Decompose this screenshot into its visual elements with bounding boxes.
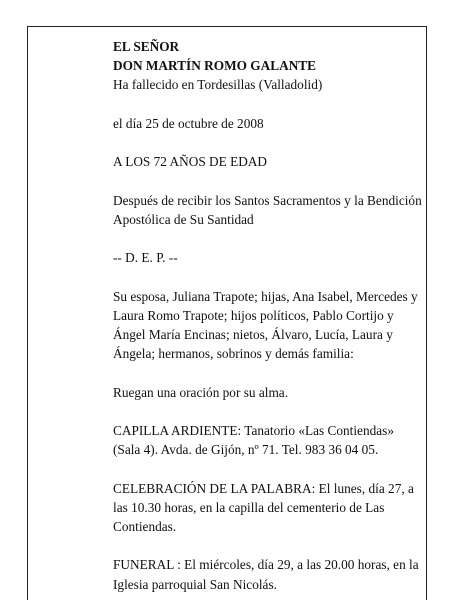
chapel-paragraph: CAPILLA ARDIENTE: Tanatorio «Las Contiendas» (Sala 4). Avda. de Gijón, nº 71. Tel. 983 36 04 05. — [113, 422, 394, 458]
funeral-paragraph: FUNERAL : El miércoles, día 29, a las 20.00 horas, en la Iglesia parroquial San Nicolás. — [113, 557, 419, 592]
prayer-request: Ruegan una oración por su alma. — [113, 384, 289, 400]
place-of-death: Ha fallecido en Tordesillas (Valladolid) — [113, 77, 323, 93]
date-of-death: el día 25 de octubre de 2008 — [113, 115, 264, 131]
age-at-death: A LOS 72 AÑOS DE EDAD — [113, 154, 268, 170]
deceased-name: DON MARTÍN ROMO GALANTE — [113, 58, 317, 74]
obituary-text — [113, 37, 423, 613]
rip-line: -- D. E. P. -- — [113, 250, 178, 266]
family-paragraph: Su esposa, Juliana Trapote; hijas, Ana Isabel, Mercedes y Laura Romo Trapote; hijos políticos, Pablo Cortijo y Ángel María Encinas; nietos, Álvaro, Lucía, Laura y Ángela; hermanos, sobrinos y demás familia: — [113, 288, 418, 362]
celebration-paragraph: CELEBRACIÓN DE LA PALABRA: El lunes, día 27, a las 10.30 horas, en la capilla del cementerio de Las Contiendas. — [113, 480, 414, 534]
sacraments-paragraph: Después de recibir los Santos Sacramentos y la Bendición Apostólica de Su Santidad — [113, 192, 422, 227]
deceased-title: EL SEÑOR — [113, 39, 180, 54]
